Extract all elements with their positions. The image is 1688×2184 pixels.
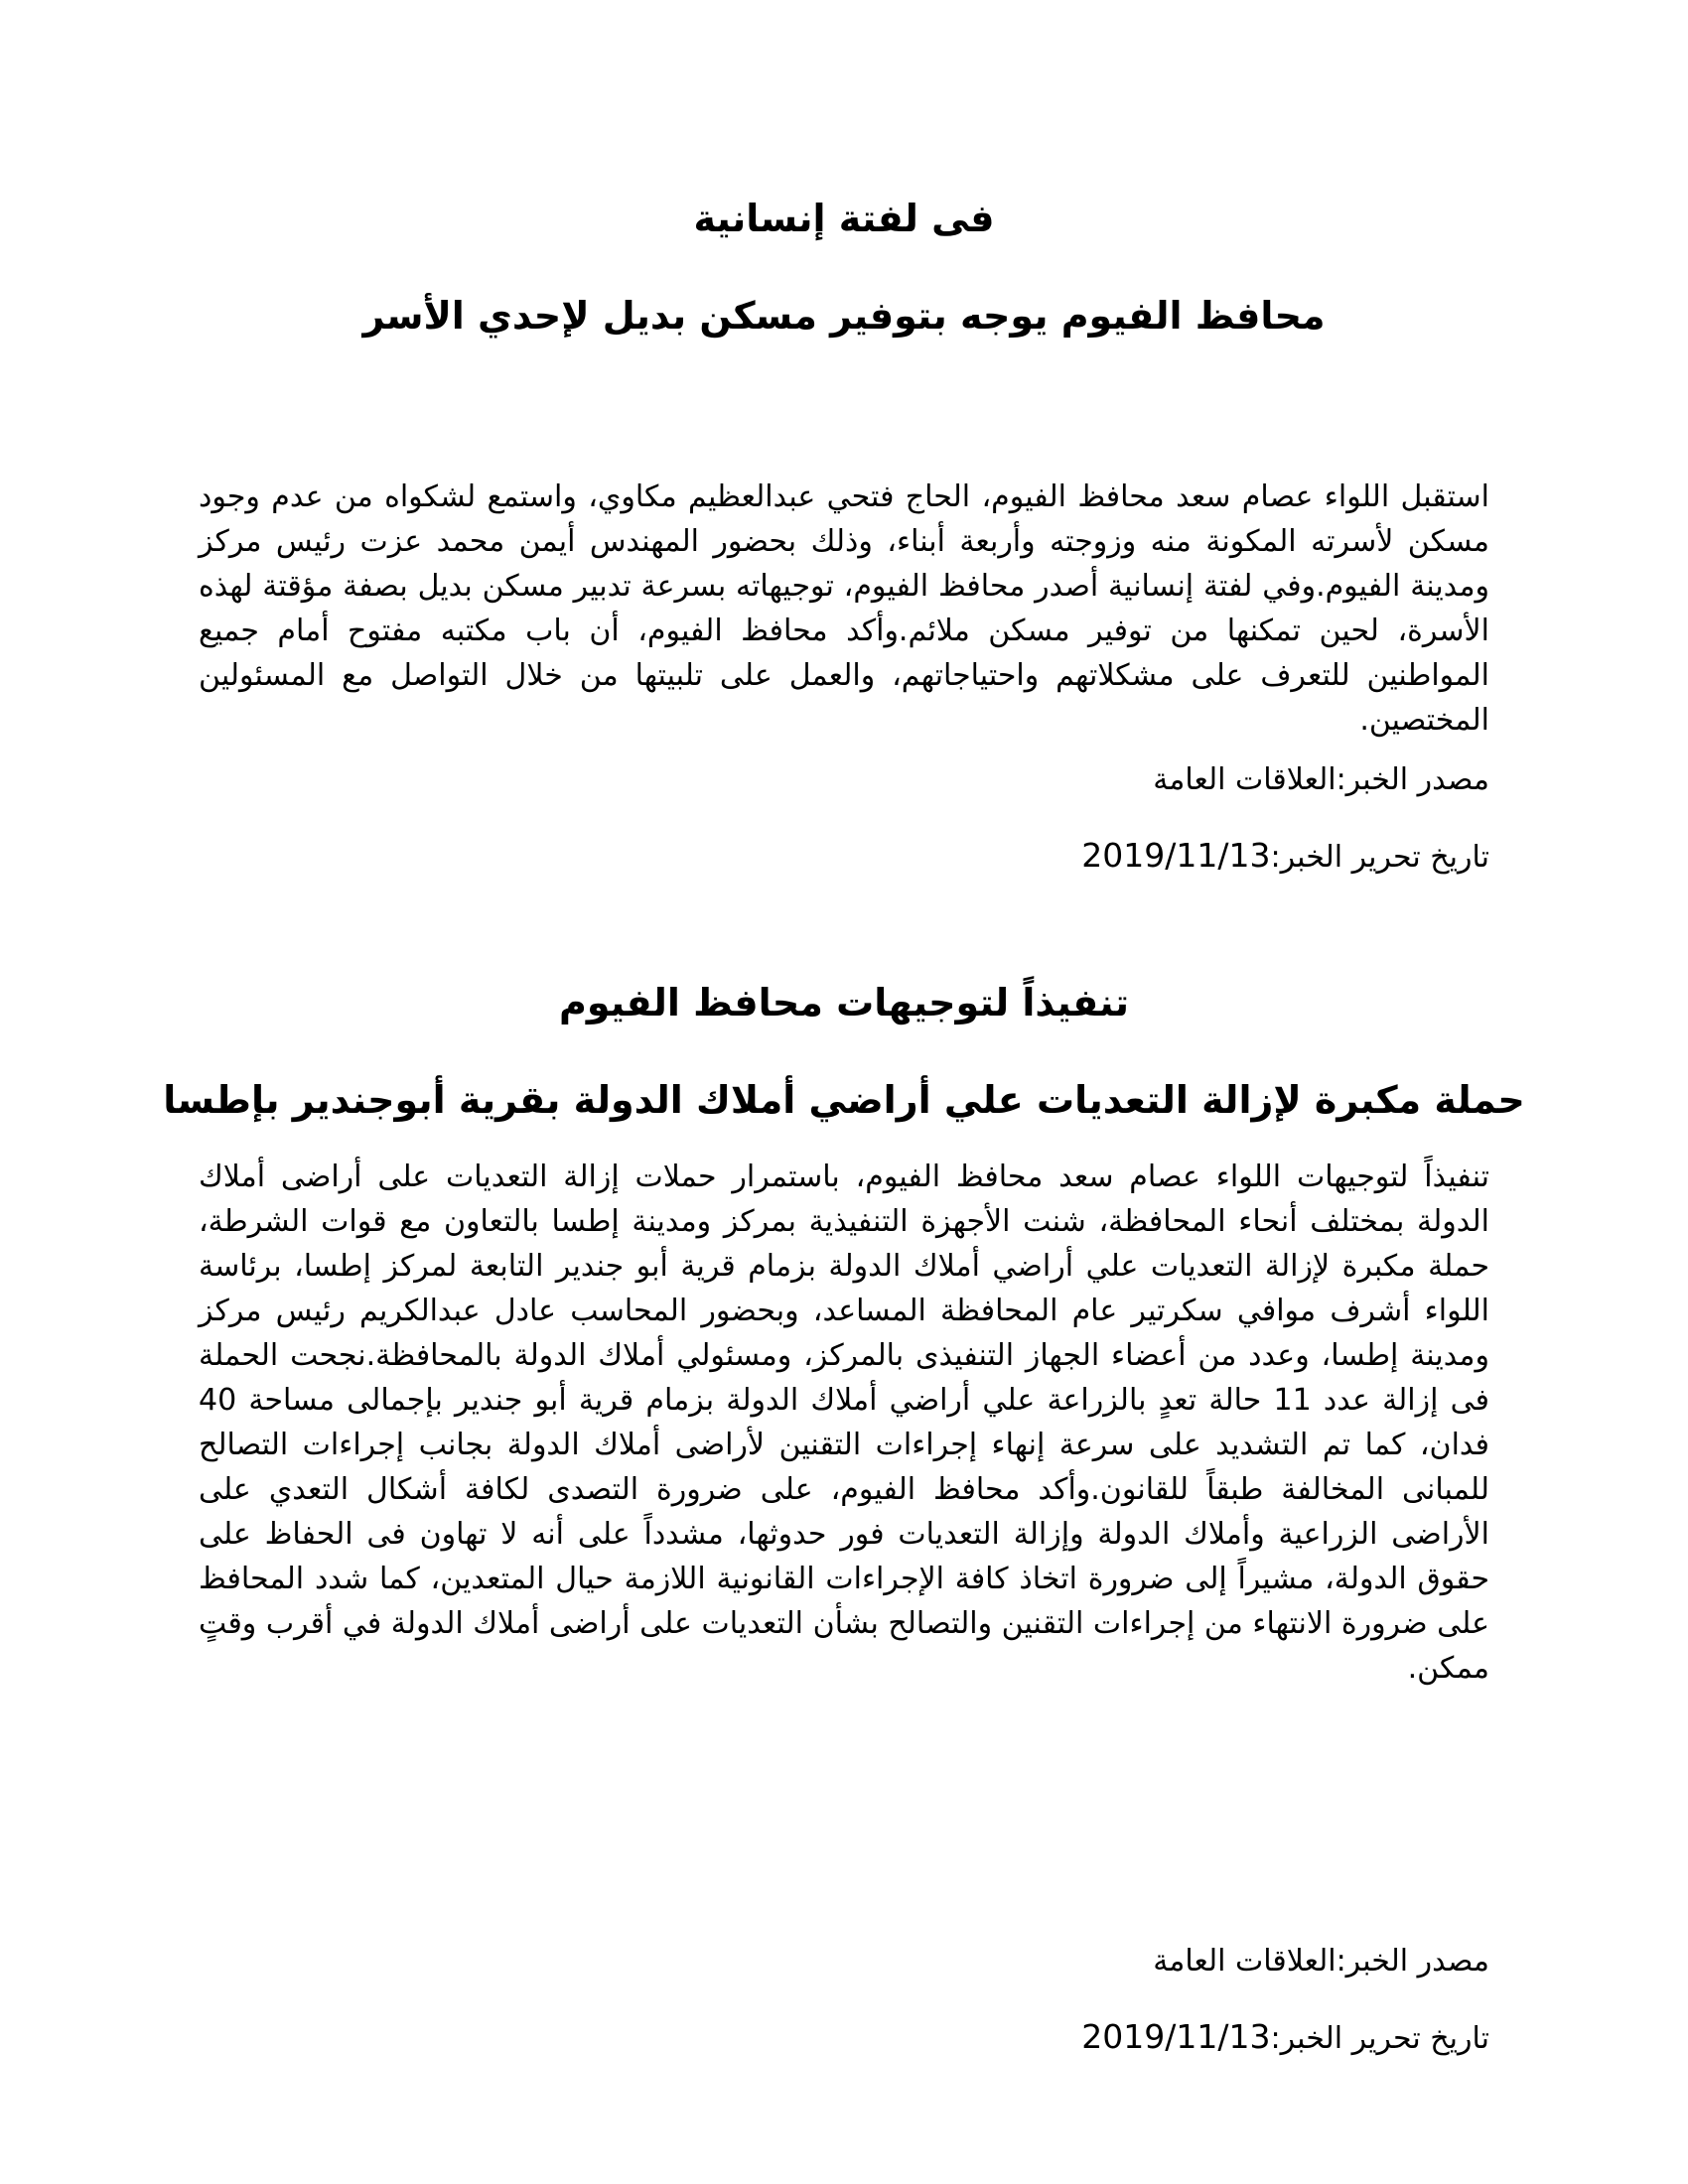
article1-body: استقبل اللواء عصام سعد محافظ الفيوم، الحاج فتحي عبدالعظيم مكاوي، واستمع لشكواه من عدم وجود مسكن لأسرته المكونة منه وزوجته وأربعة أبناء، وذلك بحضور المهندس أيمن محمد عزت رئيس مركز ومدينة الفيوم.وفي لفتة إنسانية أصدر محافظ الفيوم، توجيهاته بسرعة تدبير مسكن بديل بصفة مؤقتة لهذه الأسرة، لحين تمكنها من توفير مسكن ملائم.وأكد محافظ الفيوم، أن باب مكتبه مفتوح أمام جميع المواطنين للتعرف على مشكلاتهم واحتياجاتهم، والعمل على تلبيتها من خلال التواصل مع المسئولين المختصين. [199,479,1489,738]
article1-kicker: فى لفتة إنسانية [693,197,995,240]
article2-headline: حملة مكبرة لإزالة التعديات علي أراضي أملاك الدولة بقرية أبوجندير بإطسا [163,1078,1525,1122]
article2-kicker: تنفيذاً لتوجيهات محافظ الفيوم [559,981,1129,1024]
article1-source-value: العلاقات العامة [1153,762,1336,797]
article2-source-value: العلاقات العامة [1153,1944,1336,1979]
article2-date-label: تاريخ تحرير الخبر: [1270,2021,1489,2056]
article2-source-label: مصدر الخبر: [1336,1944,1489,1979]
article1-date-value: 2019/11/13 [1081,836,1271,875]
article1-date-label: تاريخ تحرير الخبر: [1270,840,1489,875]
article2-date [199,2017,1489,2059]
article1-body-container [199,475,1489,743]
article2-body-container [199,1155,1489,1691]
article2-date-value: 2019/11/13 [1081,2017,1271,2056]
article2-body: تنفيذاً لتوجيهات اللواء عصام سعد محافظ الفيوم، باستمرار حملات إزالة التعديات على أراضى أملاك الدولة بمختلف أنحاء المحافظة، شنت الأجهزة التنفيذية بمركز ومدينة إطسا بالتعاون مع قوات الشرطة، حملة مكبرة لإزالة التعديات علي أراضي أملاك الدولة بزمام قرية أبو جندير التابعة لمركز إطسا، برئاسة اللواء أشرف موافي سكرتير عام المحافظة المساعد، وبحضور المحاسب عادل عبدالكريم رئيس مركز ومدينة إطسا، وعدد من أعضاء الجهاز التنفيذى بالمركز، ومسئولي أملاك الدولة بالمحافظة.نجحت الحملة فى إزالة عدد 11 حالة تعدٍ بالزراعة علي أراضي أملاك الدولة بزمام قرية أبو جندير بإجمالى مساحة 40 فدان، كما تم التشديد على سرعة إنهاء إجراءات التقنين لأراضى أملاك الدولة بجانب إجراءات التصالح للمبانى المخالفة طبقاً للقانون.وأكد محافظ الفيوم، على ضرورة التصدى لكافة أشكال التعدي على الأراضى الزراعية وأملاك الدولة وإزالة التعديات فور حدوثها، مشدداً على أنه لا تهاون فى الحفاظ على حقوق الدولة، مشيراً إلى ضرورة اتخاذ كافة الإجراءات القانونية اللازمة حيال المتعدين، كما شدد المحافظ على ضرورة الانتهاء من إجراءات التقنين والتصالح بشأن التعديات على أراضى أملاك الدولة في أقرب وقتٍ ممكن. [199,1160,1489,1686]
article1-source-label: مصدر الخبر: [1336,762,1489,797]
article1-date [199,836,1489,878]
article1-source [199,760,1489,800]
article1-headline: محافظ الفيوم يوجه بتوفير مسكن بديل لإحدي الأسر [362,294,1326,338]
article2-source [199,1942,1489,1981]
